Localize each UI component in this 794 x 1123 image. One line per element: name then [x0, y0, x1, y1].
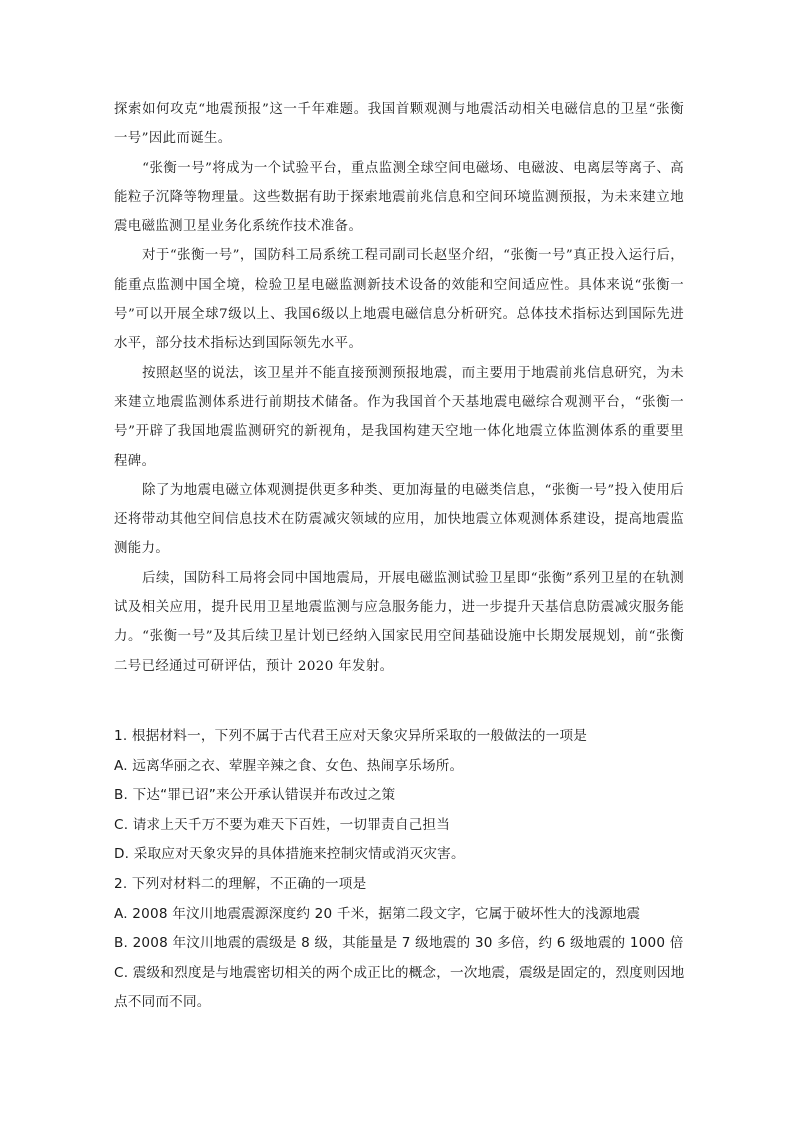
passage-paragraph: 除了为地震电磁立体观测提供更多种类、更加海量的电磁类信息，“张衡一号”投入使用后还将带动其他空间信息技术在防震减灾领域的应用，加快地震立体观测体系建设，提高地震监测能力。: [114, 482, 684, 557]
question-2-option-c: C. 震级和烈度是与地震密切相关的两个成正比的概念，一次地震，震级是固定的，烈度则因地点不同而不同。: [114, 964, 685, 1011]
question-1-option-d: D. 采取应对天象灾异的具体措施来控制灾情或消灭灾害。: [114, 846, 465, 863]
question-list: [114, 722, 686, 1018]
question-2-option-b: B. 2008 年汶川地震的震级是 8 级，其能量是 7 级地震的 30 多倍，约 6 级地震的 1000 倍: [114, 935, 684, 952]
question-2-option-a: A. 2008 年汶川地震震源深度约 20 千米，据第二段文字，它属于破坏性大的浅源地震: [114, 905, 641, 922]
passage-paragraph: 对于“张衡一号”，国防科工局系统工程司副司长赵坚介绍，“张衡一号”真正投入运行后，能重点监测中国全境，检验卫星电磁监测新技术设备的效能和空间适应性。具体来说“张衡一号”可以开展全球7级以上、我国6级以上地震电磁信息分析研究。总体技术指标达到国际先进水平，部分技术指标达到国际领先水平。: [114, 248, 684, 352]
reading-passage: [114, 95, 684, 681]
question-1-option-c: C. 请求上天千万不要为难天下百姓，一切罪责自己担当: [114, 816, 450, 833]
passage-paragraph: 探索如何攻克“地震预报”这一千年难题。我国首颗观测与地震活动相关电磁信息的卫星“张衡一号”因此而诞生。: [114, 102, 684, 147]
question-1-option-b: B. 下达“罪已诏”来公开承认错误并布改过之策: [114, 787, 396, 804]
passage-paragraph: 按照赵坚的说法，该卫星并不能直接预测预报地震，而主要用于地震前兆信息研究，为未来建立地震监测体系进行前期技术储备。作为我国首个天基地震电磁综合观测平台，“张衡一号”开辟了我国地震监测研究的新视角，是我国构建天空地一体化地震立体监测体系的重要里程碑。: [114, 365, 684, 469]
passage-paragraph: 后续，国防科工局将会同中国地震局，开展电磁监测试验卫星即“张衡”系列卫星的在轨测试及相关应用，提升民用卫星地震监测与应急服务能力，进一步提升天基信息防震减灾服务能力。“张衡一号”及其后续卫星计划已经纳入国家民用空间基础设施中长期发展规划，前“张衡二号已经通过可研评估，预计 2020 年发射。: [114, 570, 684, 674]
passage-paragraph: “张衡一号”将成为一个试验平台，重点监测全球空间电磁场、电磁波、电离层等离子、高能粒子沉降等物理量。这些数据有助于探索地震前兆信息和空间环境监测预报，为未来建立地震电磁监测卫星业务化系统作技术准备。: [114, 160, 684, 235]
question-1-option-a: A. 远离华丽之衣、荤腥辛辣之食、女色、热闹享乐场所。: [114, 757, 464, 774]
question-1-stem: 1. 根据材料一，下列不属于古代君王应对天象灾异所采取的一般做法的一项是: [114, 728, 588, 744]
question-2-stem: 2. 下列对材料二的理解，不正确的一项是: [114, 875, 367, 892]
